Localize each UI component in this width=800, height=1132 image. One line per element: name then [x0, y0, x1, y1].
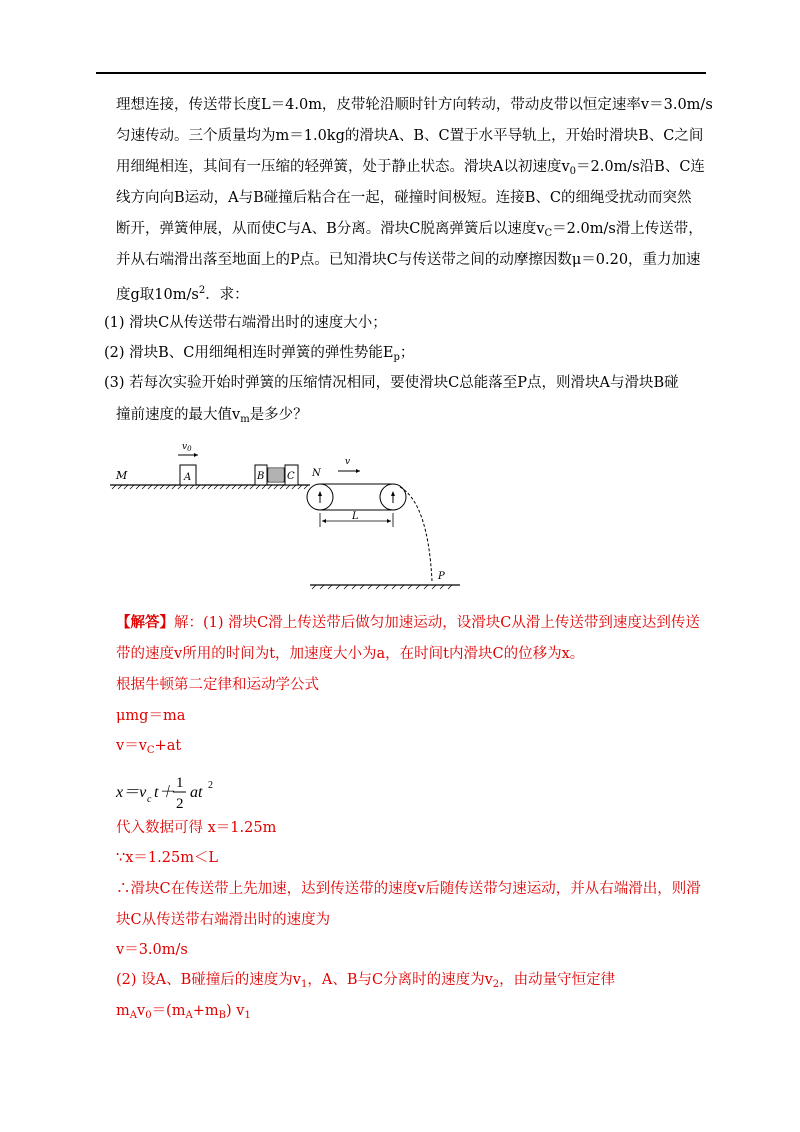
problem-line-5: 断开，弹簧伸展，从而使C与A、B分离。滑块C脱离弹簧后以速度$v_C=2.0m/s$滑上传送带，: [116, 221, 703, 239]
solution-because: ∵x＝1.25m＜L: [116, 850, 219, 866]
problem-line-2: 匀速传动。三个质量均为m＝1.0kg的滑块A、B、C置于水平导轨上，开始时滑块B、C之间: [116, 128, 704, 144]
label-v0: $v_0$: [182, 442, 192, 453]
solution-eq2: $v=v_C+at$: [116, 738, 182, 756]
svg-text:c: c: [147, 794, 152, 805]
svg-text:at: at: [190, 784, 203, 801]
solution-therefore-2: 块C从传送带右端滑出时的速度为: [116, 912, 331, 928]
solution-result1: 代入数据可得 x＝1.25m: [116, 820, 277, 836]
problem-line-6: 并从右端滑出落至地面上的P点。已知滑块C与传送带之间的动摩擦因数μ＝0.20，重力加速: [116, 252, 701, 268]
label-a: A: [184, 472, 192, 483]
label-v: v: [345, 457, 351, 467]
solution-law: 根据牛顿第二定律和运动学公式: [116, 677, 319, 693]
solution-answer1: v＝3.0m/s: [116, 942, 188, 958]
svg-text:2: 2: [208, 780, 213, 791]
label-m: M: [116, 469, 128, 482]
displacement-formula: [116, 769, 256, 817]
solution-intro: 【解答】解：(1) 滑块C滑上传送带后做匀加速运动，设滑块C从滑上传送带到速度达到传送: [116, 614, 700, 631]
label-b: B: [257, 471, 265, 482]
question-1: (1) 滑块C从传送带右端滑出时的速度大小；: [104, 315, 387, 331]
solution-intro-2: 带的速度v所用的时间为t，加速度大小为a，在时间t内滑块C的位移为x。: [116, 646, 585, 662]
svg-text:t＋: t＋: [154, 784, 175, 801]
label-c: C: [287, 471, 295, 482]
problem-line-3: 用细绳相连，其间有一压缩的轻弹簧，处于静止状态。滑块A以初速度$v_0=2.0m/s$沿B、C连: [116, 159, 705, 177]
svg-text:x＝v: x＝v: [116, 784, 147, 801]
problem-line-4: 线方向向B运动，A与B碰撞后粘合在一起，碰撞时间极短。连接B、C的细绳受扰动而突然: [116, 190, 692, 206]
label-p: P: [438, 571, 445, 582]
svg-text:1: 1: [176, 775, 184, 791]
solution-eq1: μmg＝ma: [116, 708, 186, 724]
problem-line-7: 度g取$10m/s^2$．求：: [116, 285, 249, 303]
question-2: (2) 滑块B、C用细绳相连时弹簧的弹性势能$E_p$；: [104, 345, 415, 363]
header-rule: [96, 72, 706, 74]
label-l: L: [352, 511, 359, 522]
solution-part2: (2) 设A、B碰撞后的速度为$v_1$，A、B与C分离时的速度为$v_2$，由动量守恒定律: [116, 972, 616, 990]
conveyor-diagram: [110, 442, 460, 595]
svg-text:2: 2: [176, 796, 184, 812]
solution-momentum: $m_Av_0=(m_A+m_B)$ $v_1$: [116, 1003, 251, 1021]
question-3: (3) 若每次实验开始时弹簧的压缩情况相同，要使滑块C总能落至P点，则滑块A与滑块B碰: [104, 375, 679, 391]
problem-line-1: 理想连接，传送带长度L＝4.0m，皮带轮沿顺时针方向转动，带动皮带以恒定速率v＝3.0m/s: [116, 97, 713, 113]
solution-therefore: ∴滑块C在传送带上先加速，达到传送带的速度v后随传送带匀速运动，并从右端滑出，则滑: [116, 881, 701, 897]
question-3-cont: 撞前速度的最大值$v_m$是多少？: [116, 407, 308, 425]
label-n: N: [312, 468, 321, 479]
